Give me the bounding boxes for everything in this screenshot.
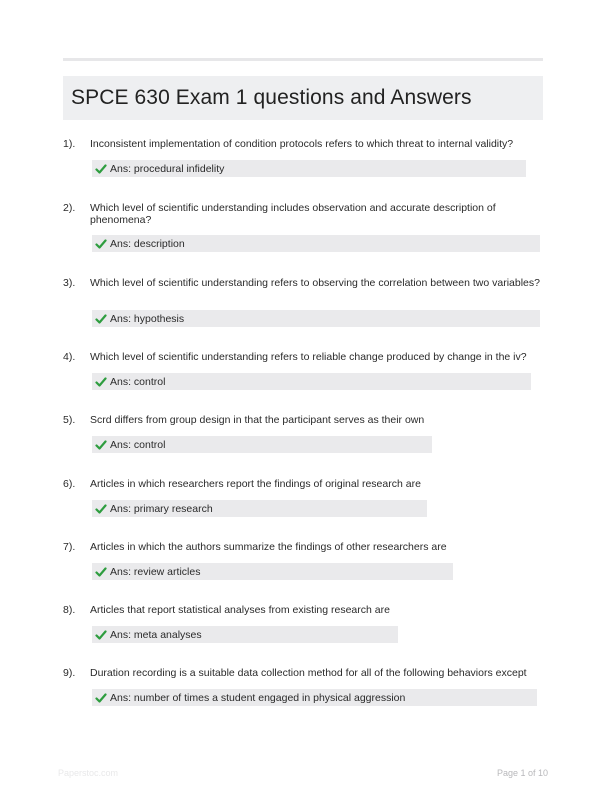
answer-box <box>92 626 398 643</box>
question-number: 2). <box>63 202 76 214</box>
question-text: Articles in which the authors summarize the findings of other researchers are <box>90 541 447 553</box>
answer-text: Ans: description <box>110 237 185 250</box>
answer-box <box>92 689 537 706</box>
answer-box <box>92 563 453 580</box>
question-text: Scrd differs from group design in that the participant serves as their own <box>90 414 425 426</box>
question-number: 3). <box>63 277 76 289</box>
footer-watermark: Paperstoc.com <box>58 768 119 778</box>
question-number: 5). <box>63 414 76 426</box>
question-text: Which level of scientific understanding includes observation and accurate description of phenomena? <box>90 202 496 226</box>
question-number: 6). <box>63 478 76 490</box>
checkmark-icon <box>95 692 107 704</box>
answer-text: Ans: number of times a student engaged in physical aggression <box>110 691 406 704</box>
answer-box <box>92 310 540 327</box>
checkmark-icon <box>95 238 107 250</box>
answer-box <box>92 436 432 453</box>
answer-text: Ans: control <box>110 438 166 451</box>
checkmark-icon <box>95 439 107 451</box>
checkmark-icon <box>95 566 107 578</box>
question-text: Which level of scientific understanding refers to observing the correlation between two variables? <box>90 277 540 289</box>
question-number: 4). <box>63 351 76 363</box>
checkmark-icon <box>95 376 107 388</box>
question-text: Duration recording is a suitable data collection method for all of the following behaviors except <box>90 667 527 679</box>
question-text: Articles that report statistical analyses from existing research are <box>90 604 390 616</box>
checkmark-icon <box>95 629 107 641</box>
answer-text: Ans: control <box>110 375 166 388</box>
answer-text: Ans: primary research <box>110 502 213 515</box>
answer-box <box>92 235 540 252</box>
document-title: SPCE 630 Exam 1 questions and Answers <box>71 86 472 109</box>
answer-box <box>92 500 427 517</box>
answer-box <box>92 160 526 177</box>
top-divider <box>63 58 543 61</box>
question-number: 8). <box>63 604 76 616</box>
checkmark-icon <box>95 503 107 515</box>
title-banner <box>63 76 543 120</box>
question-text: Which level of scientific understanding refers to reliable change produced by change in the iv? <box>90 351 527 363</box>
answer-text: Ans: hypothesis <box>110 312 185 325</box>
question-number: 7). <box>63 541 76 553</box>
question-number: 9). <box>63 667 76 679</box>
answer-text: Ans: procedural infidelity <box>110 162 225 175</box>
checkmark-icon <box>95 313 107 325</box>
answer-text: Ans: review articles <box>110 565 201 578</box>
answer-box <box>92 373 531 390</box>
question-number: 1). <box>63 138 76 150</box>
question-text: Inconsistent implementation of condition protocols refers to which threat to internal validity? <box>90 138 514 150</box>
answer-text: Ans: meta analyses <box>110 628 202 641</box>
question-text: Articles in which researchers report the findings of original research are <box>90 478 421 490</box>
page-number: Page 1 of 10 <box>496 768 548 778</box>
checkmark-icon <box>95 163 107 175</box>
